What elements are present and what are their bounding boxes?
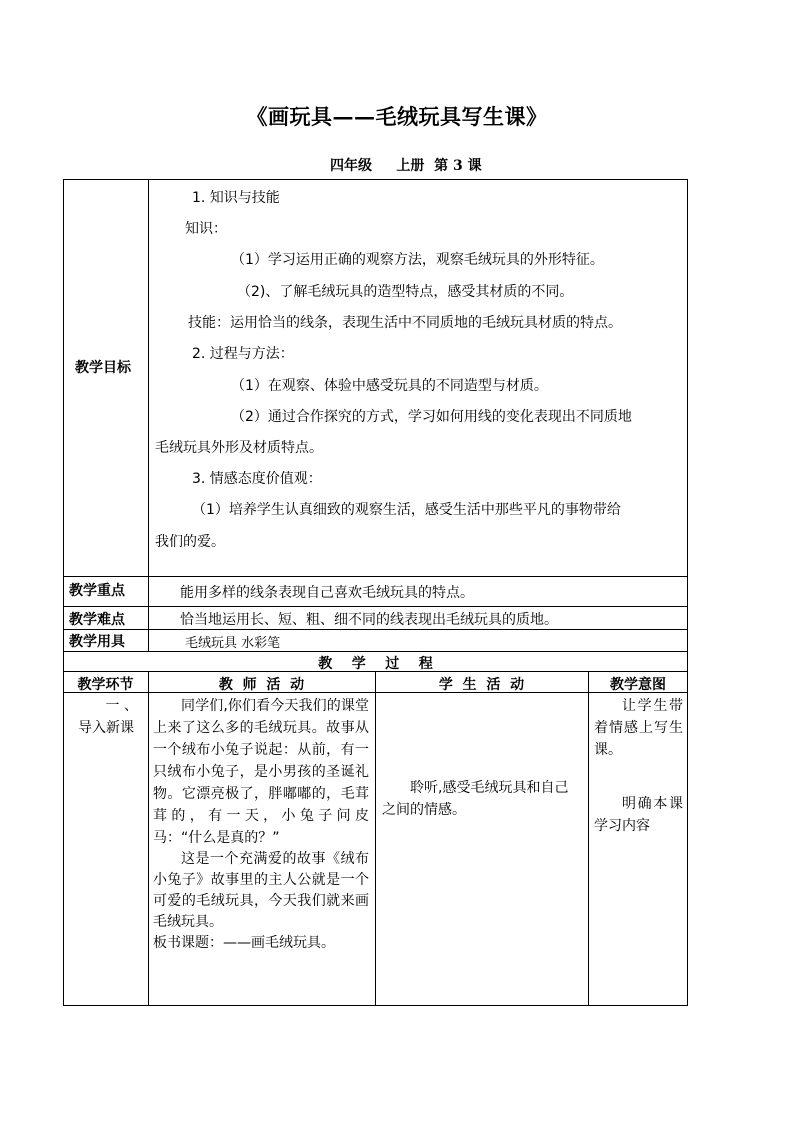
- header-intent: 教学意图: [610, 677, 666, 693]
- doc-title: 《画玩具——毛绒玩具写生课》: [246, 104, 548, 129]
- table-divider: [148, 179, 149, 651]
- intent-paragraph: 明确本课学习内容: [594, 796, 683, 834]
- teacher-activity: [153, 695, 369, 954]
- header-teacher: 教 师 活 动: [218, 677, 305, 693]
- table-divider: [375, 671, 376, 1006]
- header-stage: 教学环节: [77, 677, 134, 693]
- objective-line: 技能：运用恰当的线条，表现生活中不同质地的毛绒玩具材质的特点。: [188, 315, 622, 331]
- table-divider: [148, 671, 149, 1006]
- objective-line: 3. 情感态度价值观：: [192, 471, 322, 487]
- objective-line: 知识：: [185, 221, 227, 237]
- tools-label: 教学用具: [69, 634, 125, 650]
- teacher-paragraph: 这是一个充满爱的故事《绒布小兔子》故事里的主人公就是一个可爱的毛绒玩具，今天我们就来画毛绒玩具。: [153, 851, 369, 930]
- objective-line: 毛绒玩具外形及材质特点。: [155, 440, 323, 456]
- stage-cell: [68, 695, 144, 739]
- objective-line: （2）通过合作探究的方式，学习如何用线的变化表现出不同质地: [231, 409, 632, 425]
- teaching-intent: [594, 695, 683, 837]
- table-divider: [63, 576, 688, 577]
- process-title: 教 学 过 程: [318, 656, 433, 672]
- table-divider: [63, 606, 688, 607]
- intent-paragraph: 让学生带着情感上写生课。: [594, 698, 683, 758]
- table-divider: [63, 651, 688, 652]
- objective-line: 2. 过程与方法：: [192, 346, 294, 362]
- objectives-label: 教学目标: [75, 360, 131, 376]
- objective-line: 1. 知识与技能: [192, 190, 280, 206]
- teacher-paragraph: 板书课题：——画毛绒玩具。: [153, 935, 335, 951]
- difficulty-text: 恰当地运用长、短、粗、细不同的线表现出毛绒玩具的质地。: [180, 612, 558, 628]
- doc-subtitle: 四年级 上册 第 3 课: [330, 158, 482, 174]
- teacher-paragraph: 同学们,你们看今天我们的课堂上来了这么多的毛绒玩具。故事从一个绒布小兔子说起：从前，有一只绒布小兔子，是小男孩的圣诞礼物。它漂亮极了，胖嘟嘟的，毛茸茸的，有一天，小兔子问皮马：“什么是真的？”: [153, 698, 369, 846]
- student-paragraph: 聆听,感受毛绒玩具和自己之间的情感。: [382, 780, 569, 818]
- tools-text: 毛绒玩具 水彩笔: [185, 636, 281, 651]
- difficulty-label: 教学难点: [69, 612, 125, 628]
- table-divider: [63, 629, 688, 630]
- table-divider: [588, 671, 589, 1006]
- key-point-label: 教学重点: [69, 583, 125, 599]
- objective-line: （1）学习运用正确的观察方法，观察毛绒玩具的外形特征。: [231, 252, 604, 268]
- key-point-text: 能用多样的线条表现自己喜欢毛绒玩具的特点。: [180, 585, 474, 601]
- header-student: 学 生 活 动: [438, 677, 525, 693]
- student-activity: [382, 777, 582, 821]
- objective-line: （1）在观察、体验中感受玩具的不同造型与材质。: [231, 378, 548, 394]
- stage-name: 导入新课: [78, 720, 134, 736]
- objective-line: （1）培养学生认真细致的观察生活，感受生活中那些平凡的事物带给: [192, 502, 621, 518]
- objective-line: 我们的爱。: [155, 534, 225, 550]
- objective-line: （2)、了解毛绒玩具的造型特点，感受其材质的不同。: [237, 284, 574, 300]
- stage-number: 一 、: [105, 698, 138, 714]
